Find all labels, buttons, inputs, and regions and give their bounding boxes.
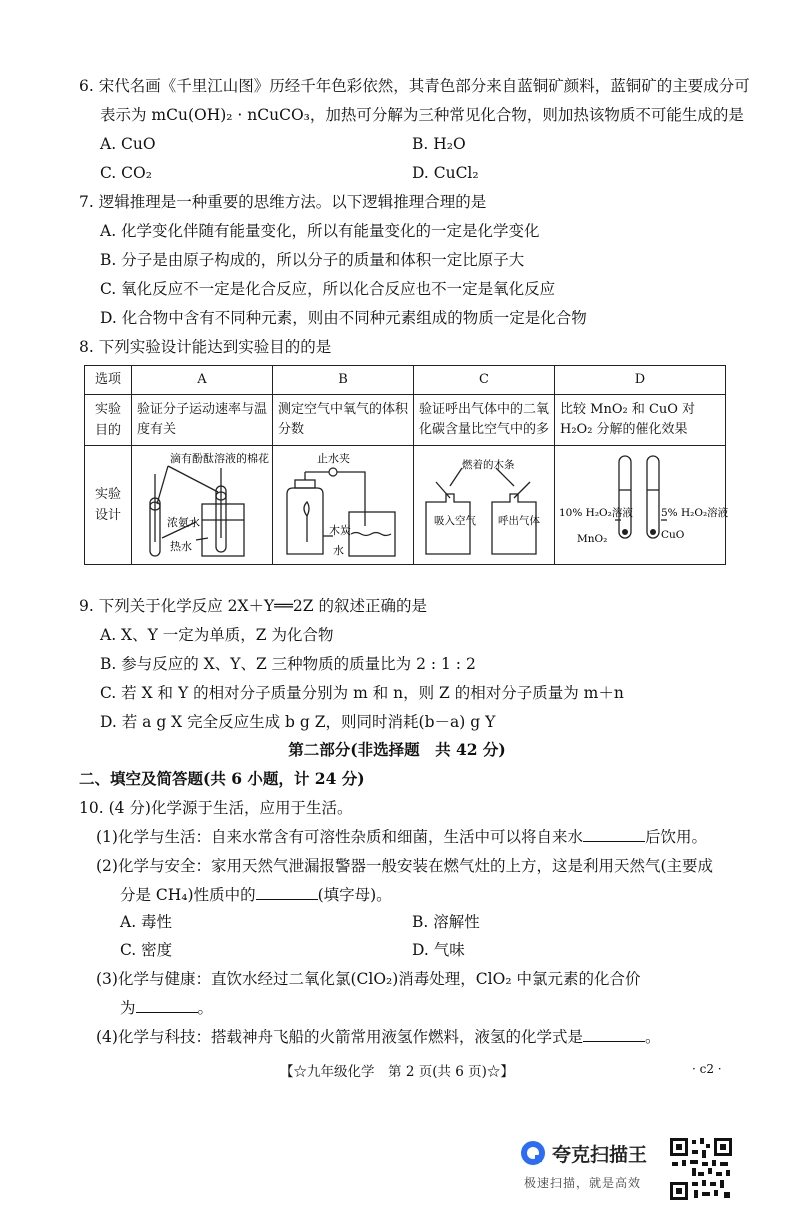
label-d-h2o2-5: 5% H₂O₂溶液	[661, 507, 729, 519]
part2-title: 第二部分(非选择题 共 42 分)	[288, 740, 506, 759]
label-d-mno2: MnO₂	[577, 533, 608, 545]
q6-line1: 6. 宋代名画《千里江山图》历经千年色彩依然，其青色部分来自蓝铜矿颜料，蓝铜矿的主要成分可	[79, 77, 750, 95]
table-header-c: C	[414, 366, 555, 395]
design-d-diagram	[555, 446, 729, 565]
q10-s4-tail: 。	[644, 1028, 661, 1046]
label-d-h2o2-10: 10% H₂O₂溶液	[559, 507, 633, 519]
q8-stem: 8. 下列实验设计能达到实验目的的是	[79, 338, 332, 356]
q10-s2-line1: (2)化学与安全：家用天然气泄漏报警器一般安装在燃气灶的上方，这是利用天然气(主要成	[96, 857, 714, 875]
q7-option-d: D. 化合物中含有不同种元素，则由不同种元素组成的物质一定是化合物	[100, 309, 587, 327]
gas-jar	[287, 488, 323, 554]
purpose-a: 验证分子运动速率与温度有关	[132, 395, 273, 446]
brand-slogan: 极速扫描，就是高效	[524, 1176, 642, 1190]
q9-stem: 9. 下列关于化学反应 2X＋Y══2Z 的叙述正确的是	[79, 597, 427, 615]
q10-s2-option-a: A. 毒性	[120, 913, 173, 931]
purpose-label: 实验目的	[85, 395, 132, 446]
q6-option-c: C. CO₂	[100, 164, 152, 182]
q10-stem: 10. (4 分)化学源于生活，应用于生活。	[79, 799, 353, 817]
label-b-charcoal: 木炭	[329, 524, 351, 537]
label-c-air: 吸入空气	[434, 515, 476, 527]
water-surface	[351, 533, 391, 536]
purpose-d: 比较 MnO₂ 和 CuO 对 H₂O₂ 分解的催化效果	[555, 395, 726, 446]
design-a-diagram	[132, 446, 273, 565]
stick-left	[436, 482, 450, 498]
q10-s2-tail: (填字母)。	[317, 886, 392, 904]
q10-s1-blank[interactable]	[583, 827, 645, 842]
purpose-b: 测定空气中氧气的体积分数	[273, 395, 414, 446]
label-a-ammonia: 浓氨水	[167, 516, 200, 529]
label-d-cuo: CuO	[661, 529, 685, 541]
brand-name: 夸克扫描王	[552, 1144, 648, 1166]
design-b-diagram	[273, 446, 414, 565]
stop-clip-icon	[329, 468, 337, 476]
design-c-diagram	[414, 446, 555, 565]
q10-s4-blank[interactable]	[583, 1027, 645, 1042]
cuo-powder-icon	[650, 529, 656, 535]
q6-option-d: D. CuCl₂	[412, 164, 479, 182]
q10-s2-text: 分是 CH₄)性质中的	[120, 886, 256, 904]
qr-code-icon	[668, 1136, 734, 1202]
q9-option-b: B. 参与反应的 X、Y、Z 三种物质的质量比为 2 : 1 : 2	[100, 655, 476, 673]
q10-s4-text: (4)化学与科技：搭载神舟飞船的火箭常用液氢作燃料，液氢的化学式是	[96, 1028, 583, 1046]
q10-s3-tail: 。	[197, 999, 214, 1017]
table-header-b: B	[273, 366, 414, 395]
label-b-clip: 止水夹	[317, 452, 350, 465]
purpose-c: 验证呼出气体中的二氧化碳含量比空气中的多	[414, 395, 555, 446]
table-header-a: A	[132, 366, 273, 395]
table-header-d: D	[555, 366, 726, 395]
beaker	[202, 504, 244, 556]
q6-option-b: B. H₂O	[412, 135, 466, 153]
q7-option-c: C. 氧化反应不一定是化合反应，所以化合反应也不一定是氧化反应	[100, 280, 556, 298]
q10-s1-text: (1)化学与生活：自来水常含有可溶性杂质和细菌，生活中可以将自来水	[96, 828, 583, 846]
label-c-exhaled: 呼出气体	[498, 515, 540, 527]
table-header-option: 选项	[85, 366, 132, 395]
q7-option-a: A. 化学变化伴随有能量变化，所以有能量变化的一定是化学变化	[100, 222, 540, 240]
q9-option-c: C. 若 X 和 Y 的相对分子质量分别为 m 和 n，则 Z 的相对分子质量为 m＋n	[100, 684, 624, 702]
section2-title: 二、填空及简答题(共 6 小题，计 24 分)	[79, 769, 365, 788]
q7-stem: 7. 逻辑推理是一种重要的思维方法。以下逻辑推理合理的是	[79, 193, 487, 211]
q10-s2-blank[interactable]	[256, 885, 318, 900]
q10-s2-option-c: C. 密度	[120, 941, 173, 959]
mno2-powder-icon	[622, 529, 628, 535]
page-footer: 【☆九年级化学 第 2 页(共 6 页)☆】	[280, 1064, 514, 1080]
q7-option-b: B. 分子是由原子构成的，所以分子的质量和体积一定比原子大	[100, 251, 525, 269]
q10-s2-option-d: D. 气味	[412, 941, 465, 959]
q10-sub4	[96, 1027, 660, 1047]
q10-s3-text: 为	[120, 999, 136, 1017]
design-label: 实验设计	[85, 446, 132, 565]
stopper	[295, 480, 315, 488]
q10-sub2	[120, 885, 392, 905]
q9-option-a: A. X、Y 一定为单质，Z 为化合物	[100, 626, 334, 644]
q10-s3-blank[interactable]	[136, 998, 198, 1013]
label-a-hot-water: 热水	[170, 540, 192, 553]
test-tube-cuo	[647, 456, 659, 538]
page-mark: · c2 ·	[692, 1062, 722, 1076]
stick-right	[514, 482, 530, 498]
label-b-water: 水	[333, 544, 344, 557]
q6-line2: 表示为 mCu(OH)₂ · nCuCO₃，加热可分解为三种常见化合物，则加热该物质不可能生成的是	[100, 106, 744, 124]
test-tube-mno2	[619, 456, 631, 538]
q10-sub1	[96, 827, 707, 847]
q9-option-d: D. 若 a g X 完全反应生成 b g Z，则同时消耗(b－a) g Y	[100, 713, 496, 731]
q6-option-a: A. CuO	[100, 135, 156, 153]
brand-logo-icon	[520, 1140, 546, 1166]
experiment-table	[84, 365, 729, 565]
q10-sub3	[120, 998, 213, 1018]
q10-s2-option-b: B. 溶解性	[412, 913, 480, 931]
label-a-cotton: 滴有酚酞溶液的棉花	[170, 452, 269, 465]
charcoal-flame	[304, 502, 309, 516]
label-c-stick-1: 燃着的木条	[462, 459, 515, 471]
q10-s1-tail: 后饮用。	[644, 828, 707, 846]
q10-s3-line1: (3)化学与健康：直饮水经过二氧化氯(ClO₂)消毒处理，ClO₂ 中氯元素的化合价	[96, 970, 641, 988]
